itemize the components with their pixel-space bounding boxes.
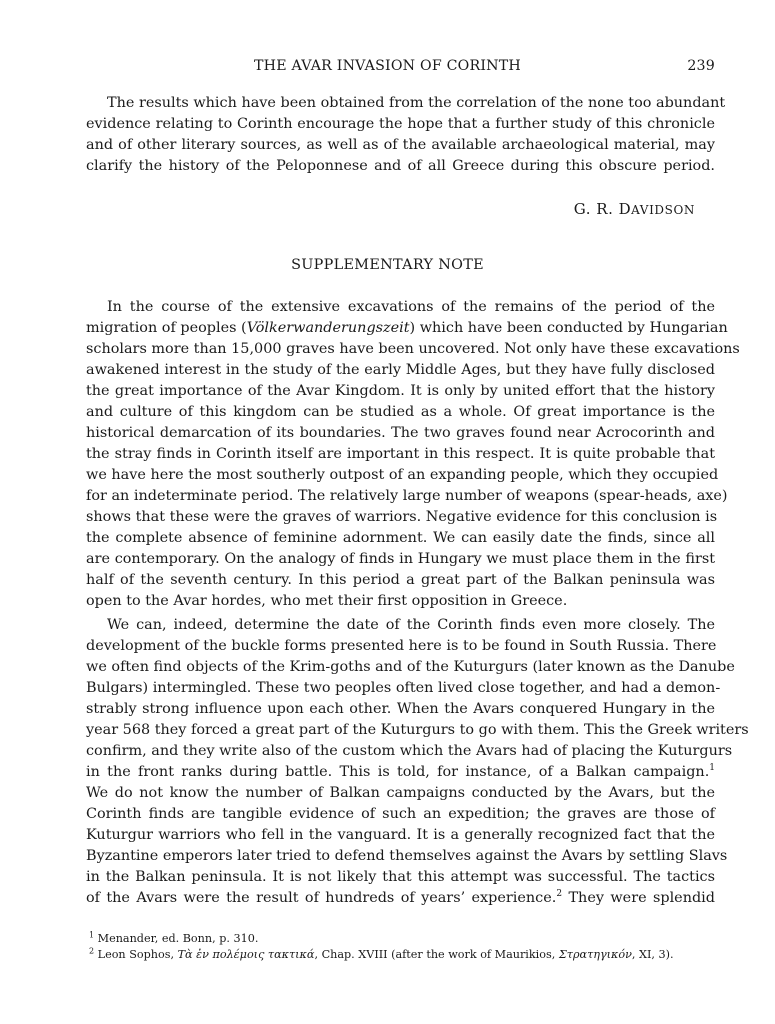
author-signature bbox=[574, 200, 695, 218]
footnote-mark: 2 bbox=[89, 946, 95, 956]
paragraph-line bbox=[86, 888, 715, 909]
paragraph-line: the complete absence of feminine adornment. We can easily date the finds, since all bbox=[86, 530, 715, 546]
section-heading: SUPPLEMENTARY NOTE bbox=[291, 257, 484, 273]
paragraph-line: year 568 they forced a great part of the Kuturgurs to go with them. This the Greek writers bbox=[86, 722, 749, 738]
paragraph-line: Corinth finds are tangible evidence of such an expedition; the graves are those of bbox=[86, 806, 715, 822]
intro-line: and of other literary sources, as well as of the available archaeological material, may bbox=[86, 137, 715, 153]
footnote-text: Menander, ed. Bonn, p. 310. bbox=[94, 932, 259, 945]
paragraph-line: for an indeterminate period. The relatively large number of weapons (spear-heads, axe) bbox=[86, 488, 728, 504]
page-number: 239 bbox=[687, 58, 715, 74]
paragraph-line: and culture of this kingdom can be studied as a whole. Of great importance is the bbox=[86, 404, 715, 420]
paragraph-line: we often find objects of the Krim-goths and of the Kuturgurs (later known as the Danube bbox=[86, 659, 735, 675]
paragraph-line: awakened interest in the study of the early Middle Ages, but they have fully disclosed bbox=[86, 362, 715, 378]
footnote bbox=[89, 932, 258, 945]
paragraph-line: We do not know the number of Balkan campaigns conducted by the Avars, but the bbox=[86, 785, 715, 801]
paragraph-line: confirm, and they write also of the custom which the Avars had of placing the Kuturgurs bbox=[86, 743, 733, 759]
paragraph-line: development of the buckle forms presented here is to be found in South Russia. There bbox=[86, 638, 717, 654]
paragraph-line: Kuturgur warriors who fell in the vanguard. It is a generally recognized fact that the bbox=[86, 827, 715, 843]
footnote-ref[interactable]: 2 bbox=[556, 889, 563, 900]
intro-line: The results which have been obtained from the correlation of the none too abundant bbox=[107, 95, 726, 111]
paragraph-line: Bulgars) intermingled. These two peoples often lived close together, and had a demon- bbox=[86, 680, 721, 696]
paragraph-line: in the Balkan peninsula. It is not likely that this attempt was successful. The tactics bbox=[86, 869, 715, 885]
text-run: ) which have been conducted by Hungarian bbox=[409, 320, 728, 336]
footnote bbox=[89, 948, 674, 961]
running-head bbox=[60, 58, 715, 80]
text-run: in the front ranks during battle. This is told, for instance, of a Balkan campaign. bbox=[86, 764, 710, 780]
text-run: migration of peoples ( bbox=[86, 320, 247, 336]
footnote-text: , Chap. XVIII (after the work of Maurikios, bbox=[314, 948, 559, 961]
paragraph-line: half of the seventh century. In this period a great part of the Balkan peninsula was bbox=[86, 572, 715, 588]
footnote-ref[interactable]: 1 bbox=[709, 763, 715, 774]
paragraph-line: scholars more than 15,000 graves have been uncovered. Not only have these excavations bbox=[86, 341, 740, 357]
paragraph-line bbox=[86, 318, 728, 339]
paragraph-line: the stray finds in Corinth itself are important in this respect. It is quite probable that bbox=[86, 446, 715, 462]
intro-line: clarify the history of the Peloponnese and of all Greece during this obscure period. bbox=[86, 158, 715, 174]
paragraph-line: strably strong influence upon each other. When the Avars conquered Hungary in the bbox=[86, 701, 715, 717]
paragraph-line: We can, indeed, determine the date of the Corinth finds even more closely. The bbox=[107, 617, 715, 633]
paragraph-line: shows that these were the graves of warriors. Negative evidence for this conclusion is bbox=[86, 509, 718, 525]
paragraph-line: the great importance of the Avar Kingdom. It is only by united effort that the history bbox=[86, 383, 715, 399]
paragraph-line: open to the Avar hordes, who met their first opposition in Greece. bbox=[86, 593, 568, 609]
paragraph-line: Byzantine emperors later tried to defend themselves against the Avars by settling Slavs bbox=[86, 848, 728, 864]
paragraph-line bbox=[86, 762, 715, 783]
intro-line: evidence relating to Corinth encourage the hope that a further study of this chronicle bbox=[86, 116, 715, 132]
running-title: THE AVAR INVASION OF CORINTH bbox=[254, 58, 521, 74]
footnote-mark: 1 bbox=[89, 930, 95, 940]
paragraph-line: are contemporary. On the analogy of finds in Hungary we must place them in the first bbox=[86, 551, 715, 567]
footnote-text: Leon Sophos, bbox=[94, 948, 178, 961]
text-run: of the Avars were the result of hundreds of years’ experience. bbox=[86, 890, 557, 906]
italic-term: Völkerwanderungszeit bbox=[246, 320, 410, 336]
greek-title: Τὰ ἐν πολέμοις τακτικά bbox=[177, 948, 315, 961]
signature-initials: G. R. D bbox=[573, 200, 632, 218]
footnote-text: , XI, 3). bbox=[631, 948, 674, 961]
text-run: They were splendid bbox=[562, 890, 715, 906]
signature-surname: AVIDSON bbox=[631, 203, 695, 217]
paragraph-line: we have here the most southerly outpost of an expanding people, which they occupied bbox=[86, 467, 719, 483]
greek-title: Στρατηγικόν bbox=[558, 948, 632, 961]
paragraph-line: historical demarcation of its boundaries. The two graves found near Acrocorinth and bbox=[86, 425, 715, 441]
paragraph-line: In the course of the extensive excavations of the remains of the period of the bbox=[107, 299, 715, 315]
